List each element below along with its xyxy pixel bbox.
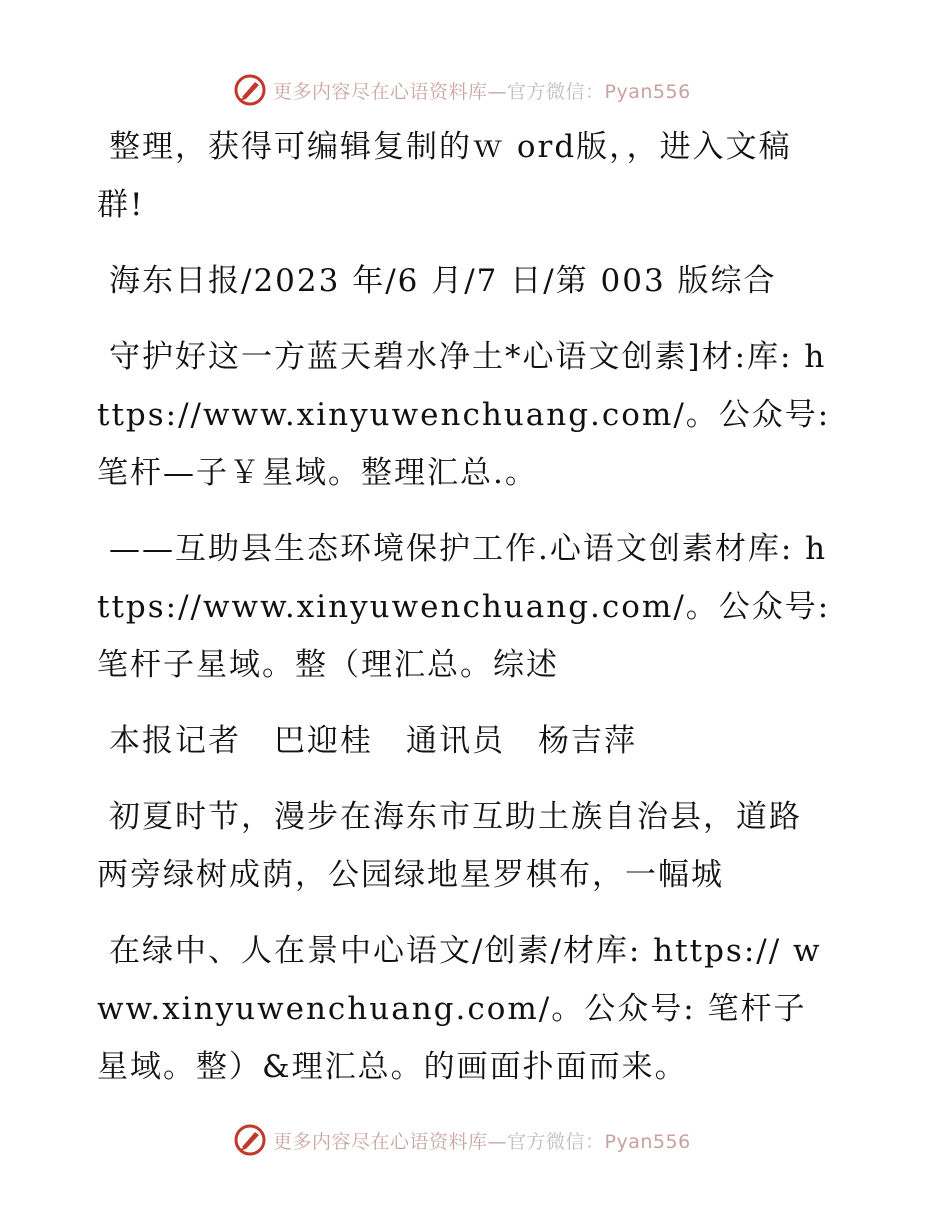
paragraph-text: 整理，获得可编辑复制的ｗ ord版，，进入文稿群! [97,129,792,223]
banner-wechat-label: 官方微信： [507,1130,605,1153]
quill-seal-logo-icon [233,73,267,107]
paragraph-intro [97,118,832,234]
banner-slogan: 更多内容尽在心语资料库 [273,1130,488,1153]
paragraph-text: 海东日报/2023 年/6 月/7 日/第 003 版综合 [109,263,777,299]
banner-wechat-id: Pyan556 [604,1130,691,1153]
banner-slogan: 更多内容尽在心语资料库 [273,80,488,103]
banner-wechat-id: Pyan556 [604,80,691,103]
banner-text [273,77,691,104]
paragraph-text: 守护好这一方蓝天碧水净土*心语文创素]材:库: https://www.xinyuwenchuang.com/。公众号: 笔杆—子￥星域。整理汇总.。 [97,339,831,491]
paragraph-byline [97,712,832,770]
banner-dash: — [487,1130,508,1153]
banner-wechat-label: 官方微信： [507,80,605,103]
paragraph-text: 初夏时节，漫步在海东市互助土族自治县，道路两旁绿树成荫，公园绿地星罗棋布，一幅城 [97,799,802,893]
paragraph-text: 本报记者 巴迎桂 通讯员 杨吉萍 [109,723,637,759]
paragraph-subheadline [97,520,832,694]
paragraph-text: ——互助县生态环境保护工作.心语文创素材库: https://www.xinyuwenchuang.com/。公众号: 笔杆子星域。整（理汇总。综述 [97,531,831,683]
paragraph-body-2 [97,922,832,1096]
paragraph-text: 在绿中、人在景中心语文/创素/材库: https:// www.xinyuwenchuang.com/。公众号: 笔杆子星域。整）&理汇总。的画面扑面而来。 [97,933,822,1085]
quill-seal-logo-icon [233,1123,267,1157]
footer-banner [233,1120,713,1160]
paragraph-headline [97,328,832,502]
header-banner [233,70,713,110]
document-body [97,118,832,1114]
paragraph-source [97,252,832,310]
banner-dash: — [487,80,508,103]
paragraph-body-1 [97,788,832,904]
banner-text [273,1127,691,1154]
